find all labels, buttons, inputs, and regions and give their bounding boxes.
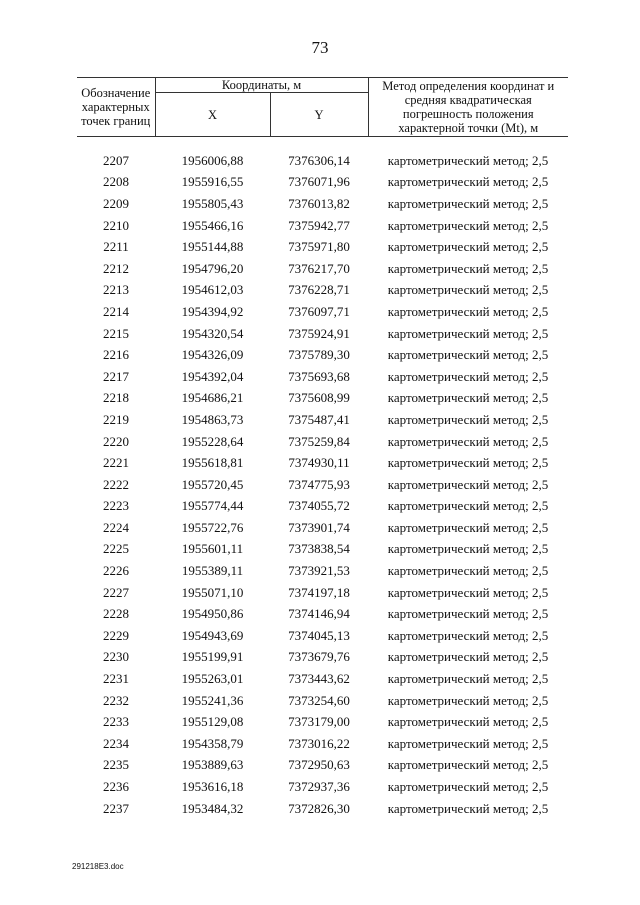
x-coordinate-cell: 1954320,54 bbox=[181, 325, 244, 341]
table-body bbox=[77, 150, 568, 819]
table-row bbox=[77, 582, 568, 604]
method-cell: картометрический метод; 2,5 bbox=[387, 433, 549, 449]
y-coordinate-cell: 7374197,18 bbox=[288, 584, 350, 600]
method-cell: картометрический метод; 2,5 bbox=[387, 714, 549, 730]
y-coordinate-cell: 7373901,74 bbox=[288, 519, 350, 535]
y-coordinate-cell: 7375608,99 bbox=[288, 390, 350, 406]
table-row bbox=[77, 215, 568, 237]
method-cell: картометрический метод; 2,5 bbox=[387, 627, 549, 643]
method-cell: картометрический метод; 2,5 bbox=[387, 239, 549, 255]
point-id-cell: 2230 bbox=[103, 649, 129, 665]
point-id-cell: 2236 bbox=[103, 779, 129, 795]
table-row bbox=[77, 517, 568, 539]
method-cell: картометрический метод; 2,5 bbox=[387, 692, 549, 708]
point-id-cell: 2231 bbox=[103, 671, 129, 687]
method-cell: картометрический метод; 2,5 bbox=[387, 368, 549, 384]
method-cell: картометрический метод; 2,5 bbox=[387, 411, 549, 427]
method-cell: картометрический метод; 2,5 bbox=[387, 303, 549, 319]
y-coordinate-cell: 7376097,71 bbox=[288, 303, 350, 319]
y-coordinate-cell: 7374930,11 bbox=[288, 455, 350, 471]
method-cell: картометрический метод; 2,5 bbox=[387, 195, 549, 211]
x-coordinate-cell: 1955199,91 bbox=[181, 649, 244, 665]
table-row bbox=[77, 474, 568, 496]
x-coordinate-cell: 1955722,76 bbox=[181, 519, 244, 535]
method-cell: картометрический метод; 2,5 bbox=[387, 541, 549, 557]
table-row bbox=[77, 301, 568, 323]
header-coordinates: Координаты, м bbox=[155, 78, 368, 93]
point-id-cell: 2214 bbox=[103, 303, 129, 319]
method-cell: картометрический метод; 2,5 bbox=[387, 325, 549, 341]
point-id-cell: 2228 bbox=[103, 606, 129, 622]
y-coordinate-cell: 7375789,30 bbox=[288, 347, 350, 363]
method-cell: картометрический метод; 2,5 bbox=[387, 563, 549, 579]
header-point-designation: Обозначение характерных точек границ bbox=[77, 78, 155, 137]
table-row bbox=[77, 431, 568, 453]
point-id-cell: 2224 bbox=[103, 519, 129, 535]
x-coordinate-cell: 1955916,55 bbox=[181, 174, 244, 190]
header-method: Метод определения координат и средняя квадратическая погрешность положения характерной точки (Mt), м bbox=[368, 78, 568, 137]
point-id-cell: 2210 bbox=[103, 217, 129, 233]
header-y: Y bbox=[270, 93, 368, 137]
method-cell: картометрический метод; 2,5 bbox=[387, 455, 549, 471]
x-coordinate-cell: 1955129,08 bbox=[181, 714, 244, 730]
table-row bbox=[77, 409, 568, 431]
table-row bbox=[77, 539, 568, 561]
x-coordinate-cell: 1953616,18 bbox=[181, 779, 244, 795]
method-cell: картометрический метод; 2,5 bbox=[387, 757, 549, 773]
point-id-cell: 2215 bbox=[103, 325, 129, 341]
table-row bbox=[77, 755, 568, 777]
y-coordinate-cell: 7372950,63 bbox=[288, 757, 350, 773]
point-id-cell: 2225 bbox=[103, 541, 129, 557]
table-row bbox=[77, 798, 568, 820]
x-coordinate-cell: 1955466,16 bbox=[181, 217, 244, 233]
y-coordinate-cell: 7376217,70 bbox=[288, 260, 350, 276]
point-id-cell: 2232 bbox=[103, 692, 129, 708]
y-coordinate-cell: 7373921,53 bbox=[288, 563, 350, 579]
point-id-cell: 2217 bbox=[103, 368, 129, 384]
method-cell: картометрический метод; 2,5 bbox=[387, 260, 549, 276]
y-coordinate-cell: 7376013,82 bbox=[288, 195, 350, 211]
point-id-cell: 2235 bbox=[103, 757, 129, 773]
method-cell: картометрический метод; 2,5 bbox=[387, 584, 549, 600]
point-id-cell: 2233 bbox=[103, 714, 129, 730]
table-row bbox=[77, 344, 568, 366]
y-coordinate-cell: 7373838,54 bbox=[288, 541, 350, 557]
y-coordinate-cell: 7374775,93 bbox=[288, 476, 350, 492]
table-row bbox=[77, 711, 568, 733]
table-row bbox=[77, 776, 568, 798]
x-coordinate-cell: 1954686,21 bbox=[181, 390, 244, 406]
x-coordinate-cell: 1955774,44 bbox=[181, 498, 244, 514]
x-coordinate-cell: 1954394,92 bbox=[181, 303, 244, 319]
table-row bbox=[77, 603, 568, 625]
y-coordinate-cell: 7374055,72 bbox=[288, 498, 350, 514]
y-coordinate-cell: 7375942,77 bbox=[288, 217, 350, 233]
x-coordinate-cell: 1954358,79 bbox=[181, 735, 244, 751]
table-row bbox=[77, 150, 568, 172]
point-id-cell: 2237 bbox=[103, 800, 129, 816]
method-cell: картометрический метод; 2,5 bbox=[387, 671, 549, 687]
point-id-cell: 2212 bbox=[103, 260, 129, 276]
x-coordinate-cell: 1953484,32 bbox=[181, 800, 244, 816]
method-cell: картометрический метод; 2,5 bbox=[387, 174, 549, 190]
table-row bbox=[77, 388, 568, 410]
method-cell: картометрический метод; 2,5 bbox=[387, 779, 549, 795]
point-id-cell: 2222 bbox=[103, 476, 129, 492]
point-id-cell: 2234 bbox=[103, 735, 129, 751]
y-coordinate-cell: 7375924,91 bbox=[288, 325, 350, 341]
table-header bbox=[77, 77, 568, 137]
table-row bbox=[77, 280, 568, 302]
point-id-cell: 2209 bbox=[103, 195, 129, 211]
y-coordinate-cell: 7375693,68 bbox=[288, 368, 350, 384]
y-coordinate-cell: 7373179,00 bbox=[288, 714, 350, 730]
x-coordinate-cell: 1955228,64 bbox=[181, 433, 244, 449]
x-coordinate-cell: 1955263,01 bbox=[181, 671, 244, 687]
table-row bbox=[77, 733, 568, 755]
x-coordinate-cell: 1955144,88 bbox=[181, 239, 244, 255]
point-id-cell: 2211 bbox=[103, 239, 129, 255]
y-coordinate-cell: 7374045,13 bbox=[288, 627, 350, 643]
x-coordinate-cell: 1955805,43 bbox=[181, 195, 244, 211]
table-row bbox=[77, 172, 568, 194]
y-coordinate-cell: 7375487,41 bbox=[288, 411, 350, 427]
method-cell: картометрический метод; 2,5 bbox=[387, 735, 549, 751]
method-cell: картометрический метод; 2,5 bbox=[387, 217, 549, 233]
x-coordinate-cell: 1954326,09 bbox=[181, 347, 244, 363]
point-id-cell: 2213 bbox=[103, 282, 129, 298]
y-coordinate-cell: 7373016,22 bbox=[288, 735, 350, 751]
point-id-cell: 2219 bbox=[103, 411, 129, 427]
point-id-cell: 2207 bbox=[103, 152, 129, 168]
point-id-cell: 2218 bbox=[103, 390, 129, 406]
table-row bbox=[77, 668, 568, 690]
page-number: 73 bbox=[311, 38, 329, 57]
header-x: X bbox=[155, 93, 270, 137]
y-coordinate-cell: 7373679,76 bbox=[288, 649, 350, 665]
x-coordinate-cell: 1954943,69 bbox=[181, 627, 244, 643]
method-cell: картометрический метод; 2,5 bbox=[387, 390, 549, 406]
method-cell: картометрический метод; 2,5 bbox=[387, 649, 549, 665]
table-row bbox=[77, 236, 568, 258]
method-cell: картометрический метод; 2,5 bbox=[387, 282, 549, 298]
table-row bbox=[77, 560, 568, 582]
x-coordinate-cell: 1954863,73 bbox=[181, 411, 244, 427]
y-coordinate-cell: 7376228,71 bbox=[288, 282, 350, 298]
table-row bbox=[77, 647, 568, 669]
point-id-cell: 2220 bbox=[103, 433, 129, 449]
point-id-cell: 2216 bbox=[103, 347, 129, 363]
table-row bbox=[77, 323, 568, 345]
table-row bbox=[77, 625, 568, 647]
table-row bbox=[77, 193, 568, 215]
y-coordinate-cell: 7372826,30 bbox=[288, 800, 350, 816]
table-row bbox=[77, 366, 568, 388]
y-coordinate-cell: 7374146,94 bbox=[288, 606, 350, 622]
method-cell: картометрический метод; 2,5 bbox=[387, 498, 549, 514]
y-coordinate-cell: 7373254,60 bbox=[288, 692, 350, 708]
method-cell: картометрический метод; 2,5 bbox=[387, 347, 549, 363]
x-coordinate-cell: 1954950,86 bbox=[181, 606, 244, 622]
table-row bbox=[77, 690, 568, 712]
x-coordinate-cell: 1955241,36 bbox=[181, 692, 244, 708]
y-coordinate-cell: 7372937,36 bbox=[288, 779, 350, 795]
point-id-cell: 2226 bbox=[103, 563, 129, 579]
point-id-cell: 2208 bbox=[103, 174, 129, 190]
x-coordinate-cell: 1955601,11 bbox=[181, 541, 244, 557]
method-cell: картометрический метод; 2,5 bbox=[387, 476, 549, 492]
method-cell: картометрический метод; 2,5 bbox=[387, 519, 549, 535]
x-coordinate-cell: 1954796,20 bbox=[181, 260, 244, 276]
point-id-cell: 2227 bbox=[103, 584, 129, 600]
method-cell: картометрический метод; 2,5 bbox=[387, 152, 549, 168]
x-coordinate-cell: 1955389,11 bbox=[181, 563, 244, 579]
x-coordinate-cell: 1955071,10 bbox=[181, 584, 244, 600]
y-coordinate-cell: 7373443,62 bbox=[288, 671, 350, 687]
x-coordinate-cell: 1955720,45 bbox=[181, 476, 244, 492]
method-cell: картометрический метод; 2,5 bbox=[387, 800, 549, 816]
table-row bbox=[77, 452, 568, 474]
x-coordinate-cell: 1956006,88 bbox=[181, 152, 244, 168]
x-coordinate-cell: 1953889,63 bbox=[181, 757, 244, 773]
point-id-cell: 2229 bbox=[103, 627, 129, 643]
table-row bbox=[77, 496, 568, 518]
y-coordinate-cell: 7375971,80 bbox=[288, 239, 350, 255]
point-id-cell: 2221 bbox=[103, 455, 129, 471]
file-name-footer: 291218E3.doc bbox=[72, 862, 124, 871]
y-coordinate-cell: 7376071,96 bbox=[288, 174, 350, 190]
y-coordinate-cell: 7376306,14 bbox=[288, 152, 350, 168]
point-id-cell: 2223 bbox=[103, 498, 129, 514]
x-coordinate-cell: 1955618,81 bbox=[181, 455, 244, 471]
x-coordinate-cell: 1954392,04 bbox=[181, 368, 244, 384]
table-row bbox=[77, 258, 568, 280]
y-coordinate-cell: 7375259,84 bbox=[288, 433, 350, 449]
x-coordinate-cell: 1954612,03 bbox=[181, 282, 244, 298]
method-cell: картометрический метод; 2,5 bbox=[387, 606, 549, 622]
